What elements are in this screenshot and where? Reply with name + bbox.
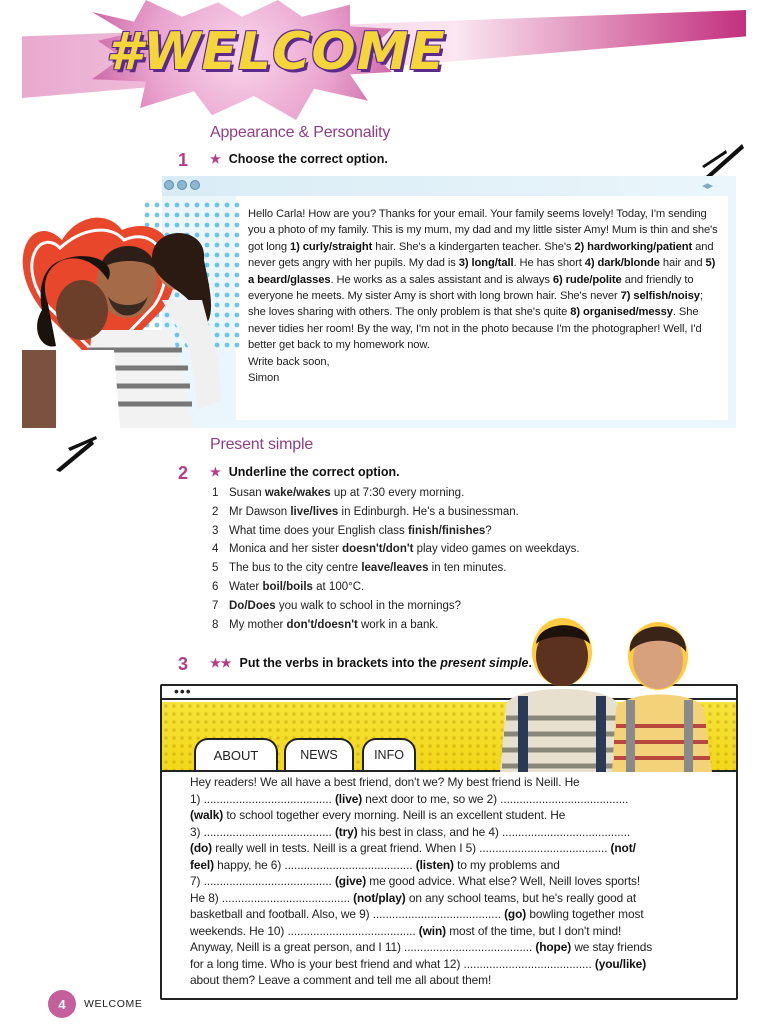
decorative-slash-icon <box>52 434 102 474</box>
list-item-text: The bus to the city centre leave/leaves in ten minutes. <box>229 562 507 575</box>
list-item-number: 2 <box>212 505 219 518</box>
list-item <box>212 562 632 581</box>
window-dot-icon[interactable] <box>190 180 200 190</box>
stars-icon: ★★ <box>210 656 232 670</box>
window-dots-icon[interactable]: ••• <box>174 683 192 699</box>
page-number-badge: 4 <box>48 990 76 1018</box>
exercise-1-instruction <box>210 152 388 166</box>
list-item-text: Water boil/boils at 100°C. <box>229 580 365 593</box>
list-item <box>212 543 632 562</box>
footer-label: WELCOME <box>84 998 143 1010</box>
list-item-text: Do/Does you walk to school in the mornings? <box>229 599 462 612</box>
window-control-icons <box>164 180 200 190</box>
list-item-number: 1 <box>212 487 219 499</box>
list-item-number: 8 <box>212 618 219 631</box>
list-item <box>212 581 632 600</box>
list-item-text: Monica and her sister doesn't/don't play video games on weekdays. <box>229 543 580 556</box>
list-item-number: 3 <box>212 524 219 537</box>
exercise-1-number: 1 <box>178 150 189 170</box>
section-heading-appearance: Appearance & Personality <box>210 124 391 141</box>
friends-photo <box>466 608 736 772</box>
exercise-3-instruction-prefix: Put the verbs in brackets into the <box>239 656 441 670</box>
exercise-2-instruction-text: Underline the correct option. <box>228 465 400 479</box>
exercise-1-instruction-text: Choose the correct option. <box>228 152 388 166</box>
section-heading-present-simple: Present simple <box>210 436 314 453</box>
list-item-text: My mother don't/doesn't work in a bank. <box>229 618 439 631</box>
tab-about[interactable]: ABOUT <box>194 738 278 770</box>
blog-text: Hey readers! We all have a best friend, don't we? My best friend is Neill. He 1) ........................................ (live) next door to me, so we 2) ........................................ (walk) to school together every morning. Neill is an excellent student. He 3) ........................................ (try) his best in class, and he 4) ........................................ (do) really well in tests. Neill is a great friend. When I 5) ........................................ (not/ feel) happy, he 6) ........................................ (listen) to my problems and 7) ........................................ (give) me good advice. What else? Well, Neill loves sports! He 8) ........................................ (not/play) on any school teams, but he's really good at basketball and football. Also, we 9) ........................................ (go) bowling together most weekends. He 10) ........................................ (win) most of the time, but I don't mind! Anyway, Neill is a great person, and I 11) ........................................ (hope) we stay friends for a long time. Who is your best friend and what 12) ........................................ (you/like) about them? Leave a comment and tell me all about them! <box>190 775 653 987</box>
decorative-slash-icon <box>700 140 746 180</box>
nav-arrows-icon[interactable]: ◂▸ <box>702 180 714 192</box>
exercise-3-instruction-italic: present simple <box>440 656 529 670</box>
exercise-3-instruction-suffix: . <box>528 656 532 670</box>
star-icon: ★ <box>210 465 221 479</box>
list-item <box>212 525 632 544</box>
list-item-text: Susan wake/wakes up at 7:30 every morning. <box>229 487 465 499</box>
exercise-2-number: 2 <box>178 463 189 483</box>
list-item-text: Mr Dawson live/lives in Edinburgh. He's a businessman. <box>229 505 519 518</box>
page-title: #WELCOME <box>106 22 446 82</box>
list-item-text: What time does your English class finish/finishes? <box>229 524 492 537</box>
tab-news[interactable]: NEWS <box>284 738 354 770</box>
family-photo <box>22 200 240 428</box>
window-dot-icon[interactable] <box>164 180 174 190</box>
window-dot-icon[interactable] <box>177 180 187 190</box>
list-item-number: 6 <box>212 580 219 593</box>
list-item-number: 4 <box>212 543 219 556</box>
email-titlebar <box>162 176 736 196</box>
list-item <box>212 506 632 525</box>
list-item-number: 7 <box>212 599 219 612</box>
exercise-2-instruction <box>210 465 400 479</box>
email-text: Hello Carla! How are you? Thanks for your email. Your family seems lovely! Today, I'm sending you a photo of my family. This is my mum, my dad and my little sister Amy! Mum is thin and she's got long 1) curly/straight hair. She's a kindergarten teacher. She's 2) hardworking/patient and never gets angry with her pupils. My dad is 3) long/tall. He has short 4) dark/blonde hair and 5) a beard/glasses. He works as a sales assistant and is always 6) rude/polite and friendly to everyone he meets. My sister Amy is short with long brown hair. She's never 7) selfish/noisy; she loves sharing with others. The only problem is that she's quite 8) organised/messy. She never tidies her room! By the way, I'm not in the photo because I'm the photographer! Well, I'd better get back to my homework now. Write back soon, Simon <box>248 208 718 385</box>
tab-info[interactable]: INFO <box>362 738 416 770</box>
exercise-3-number: 3 <box>178 654 189 674</box>
star-icon: ★ <box>210 152 221 166</box>
list-item <box>212 487 632 506</box>
list-item-number: 5 <box>212 562 219 575</box>
